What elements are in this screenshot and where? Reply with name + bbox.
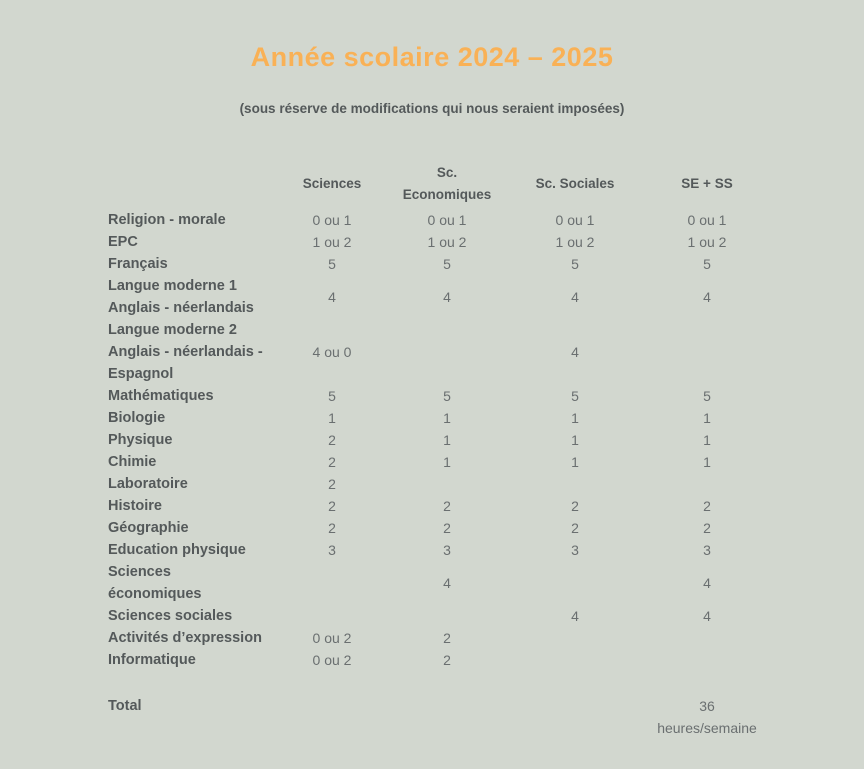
hours-value: 1: [703, 432, 711, 448]
hours-value: 2: [571, 520, 579, 536]
text-line: EPC: [108, 234, 138, 250]
subject-label: [108, 627, 280, 649]
hours-value: [280, 561, 384, 605]
table-row: [108, 473, 778, 495]
text-line: Biologie: [108, 410, 166, 426]
hours-value: 1 ou 2: [555, 234, 595, 250]
hours-value: 2: [443, 520, 451, 536]
hours-value: 5: [703, 256, 711, 272]
text-line: économiques: [108, 586, 202, 602]
hours-value: 4: [703, 608, 711, 624]
subject-label: [108, 451, 280, 473]
hours-value: [510, 319, 640, 341]
hours-value: [280, 319, 384, 341]
subject-label: [108, 539, 280, 561]
hours-value: [640, 627, 774, 649]
hours-value: [510, 561, 640, 605]
hours-value: 1: [443, 432, 451, 448]
table-row: [108, 341, 778, 385]
hours-value: 4 ou 0: [312, 344, 352, 360]
header-spacer: [108, 162, 280, 206]
hours-value: [510, 649, 640, 671]
hours-value: 2: [571, 498, 579, 514]
table-row: [108, 429, 778, 451]
text-line: Informatique: [108, 652, 196, 668]
text-line: SE + SS: [681, 176, 733, 191]
subject-label: [108, 407, 280, 429]
table-row: [108, 561, 778, 605]
text-line: Sciences sociales: [108, 608, 233, 624]
hours-value: 1 ou 2: [427, 234, 467, 250]
subject-label: [108, 561, 280, 605]
hours-value: 1: [443, 410, 451, 426]
table-row: [108, 649, 778, 671]
text-line: Anglais - néerlandais: [108, 300, 254, 316]
table-row: [108, 253, 778, 275]
text-line: Activités d’expression: [108, 630, 262, 646]
table-row: [108, 407, 778, 429]
column-header-1: [280, 162, 384, 206]
subject-label: [108, 429, 280, 451]
text-line: Sciences: [302, 176, 362, 191]
table-row: [108, 319, 778, 341]
page-title: Année scolaire 2024 – 2025: [250, 42, 614, 72]
hours-value: 2: [703, 498, 711, 514]
hours-value: 5: [328, 256, 336, 272]
hours-value: 1: [703, 454, 711, 470]
text-line: Physique: [108, 432, 173, 448]
table-row: [108, 539, 778, 561]
subject-label: [108, 253, 280, 275]
hours-value: [640, 341, 774, 385]
hours-value: 1 ou 2: [687, 234, 727, 250]
table-row: [108, 627, 778, 649]
hours-value: 0 ou 2: [312, 630, 352, 646]
hours-value: 3: [443, 542, 451, 558]
total-empty-cell: [510, 695, 640, 739]
text-line: Histoire: [108, 498, 162, 514]
hours-value: 2: [328, 498, 336, 514]
hours-value: 1: [571, 454, 579, 470]
text-line: Sciences: [108, 564, 171, 580]
column-header-2: [384, 162, 510, 206]
hours-value: [384, 605, 510, 627]
subject-label: [108, 385, 280, 407]
subject-label: [108, 473, 280, 495]
hours-value: 2: [328, 454, 336, 470]
text-line: Langue moderne 2: [108, 322, 237, 338]
hours-value: 0 ou 2: [312, 652, 352, 668]
hours-value: 0 ou 1: [687, 212, 727, 228]
hours-value: 1 ou 2: [312, 234, 352, 250]
text-line: Langue moderne 1: [108, 278, 237, 294]
hours-value: 2: [328, 476, 336, 492]
subject-label: [108, 209, 280, 231]
text-line: Géographie: [108, 520, 189, 536]
table-row: [108, 451, 778, 473]
hours-value: [640, 473, 774, 495]
table-row: [108, 495, 778, 517]
total-empty-cell: [280, 695, 384, 739]
text-line: Sc.: [436, 165, 458, 180]
hours-value: 3: [703, 542, 711, 558]
hours-value: 3: [328, 542, 336, 558]
hours-value: 1: [328, 410, 336, 426]
hours-value: [384, 473, 510, 495]
hours-value: 4: [443, 575, 451, 591]
hours-value: 2: [443, 498, 451, 514]
text-line: Mathématiques: [108, 388, 214, 404]
text-line: Espagnol: [108, 366, 174, 382]
table-header-row: [108, 162, 778, 206]
text-line: Religion - morale: [108, 212, 226, 228]
hours-value: [510, 473, 640, 495]
hours-value: [640, 649, 774, 671]
hours-value: 1: [703, 410, 711, 426]
hours-value: 1: [571, 410, 579, 426]
subject-label: [108, 517, 280, 539]
hours-value: 1: [443, 454, 451, 470]
total-label: Total: [108, 698, 142, 714]
text-line: Français: [108, 256, 168, 272]
hours-value: [280, 605, 384, 627]
table-row: [108, 517, 778, 539]
text-line: Education physique: [108, 542, 246, 558]
subject-label: [108, 341, 280, 385]
text-line: Sc. Sociales: [535, 176, 615, 191]
page-subtitle: (sous réserve de modifications qui nous seraient imposées): [239, 101, 625, 116]
hours-value: 5: [443, 256, 451, 272]
total-empty-cell: [384, 695, 510, 739]
subject-label: [108, 495, 280, 517]
hours-value: 4: [571, 289, 579, 305]
hours-value: 0 ou 1: [427, 212, 467, 228]
hours-value: 5: [703, 388, 711, 404]
hours-value: 2: [328, 432, 336, 448]
text-line: Chimie: [108, 454, 157, 470]
hours-value: [384, 341, 510, 385]
hours-value: 2: [328, 520, 336, 536]
schedule-table: [108, 162, 778, 739]
total-hours-value: [640, 695, 774, 739]
hours-value: 3: [571, 542, 579, 558]
hours-value: 2: [703, 520, 711, 536]
hours-value: [384, 319, 510, 341]
hours-value: 4: [703, 289, 711, 305]
text-line: heures/semaine: [657, 720, 757, 736]
hours-value: 4: [328, 289, 336, 305]
hours-value: 5: [571, 256, 579, 272]
column-header-3: [510, 162, 640, 206]
hours-value: [640, 319, 774, 341]
table-row: [108, 385, 778, 407]
table-row: [108, 605, 778, 627]
hours-value: 5: [443, 388, 451, 404]
text-line: Economiques: [402, 187, 492, 202]
table-row: [108, 209, 778, 231]
hours-value: 4: [571, 344, 579, 360]
hours-value: 1: [571, 432, 579, 448]
hours-value: 4: [703, 575, 711, 591]
column-header-4: [640, 162, 774, 206]
total-row: [108, 695, 778, 739]
table-row: [108, 275, 778, 319]
hours-value: 5: [328, 388, 336, 404]
hours-value: 0 ou 1: [312, 212, 352, 228]
hours-value: 4: [571, 608, 579, 624]
text-line: 36: [699, 698, 715, 714]
subject-label: [108, 605, 280, 627]
hours-value: 2: [443, 630, 451, 646]
subject-label: [108, 319, 280, 341]
subject-label: [108, 275, 280, 319]
subject-label: [108, 649, 280, 671]
text-line: Anglais - néerlandais -: [108, 344, 263, 360]
text-line: Laboratoire: [108, 476, 188, 492]
hours-value: [510, 627, 640, 649]
subject-label: [108, 231, 280, 253]
hours-value: 0 ou 1: [555, 212, 595, 228]
hours-value: 2: [443, 652, 451, 668]
table-row: [108, 231, 778, 253]
hours-value: 5: [571, 388, 579, 404]
hours-value: 4: [443, 289, 451, 305]
